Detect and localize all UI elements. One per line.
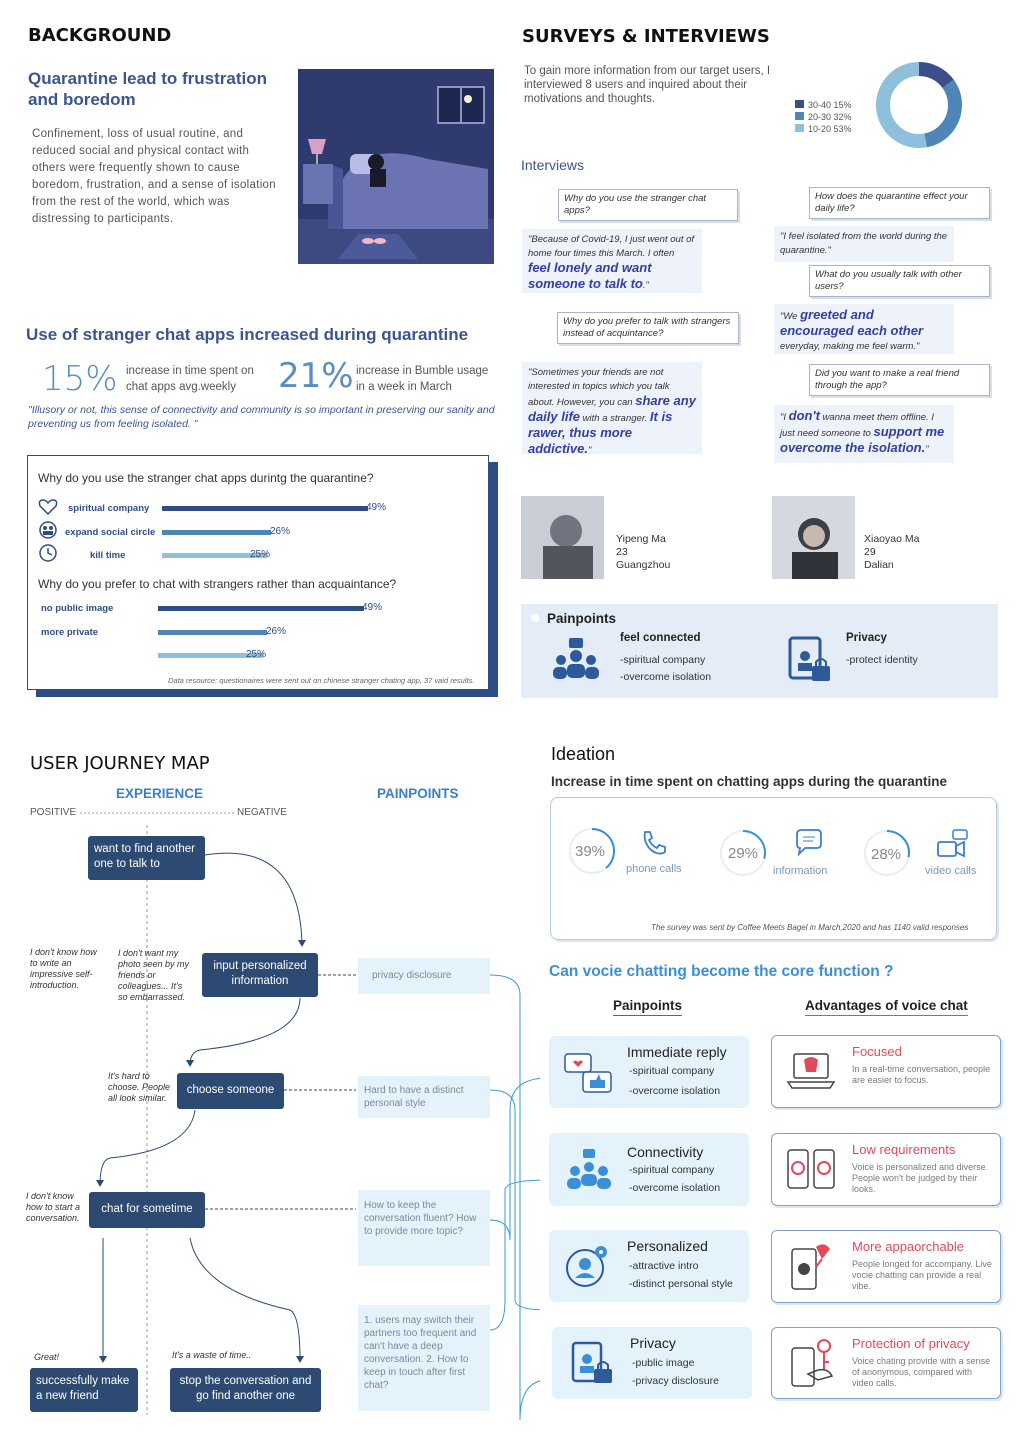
- adv-desc: Voice chating provide with a sense of anonymous, compared with video calls.: [852, 1356, 991, 1388]
- painpoints-heading: PAINPOINTS: [377, 786, 459, 801]
- legend-swatch: [795, 124, 804, 132]
- bedroom-illustration: [298, 69, 494, 264]
- background-heading: BACKGROUND: [28, 25, 172, 46]
- question-bubble: Why do you use the stranger chat apps?: [558, 189, 738, 221]
- q1-pct: 26%: [270, 526, 291, 537]
- card-line: -overcome isolation: [629, 1085, 721, 1097]
- question-bubble: What do you usually talk with other users?: [809, 265, 990, 297]
- heart-icon: [38, 498, 58, 516]
- adv-card-low-requirements: [771, 1133, 1001, 1206]
- donut-legend: [795, 100, 852, 136]
- two-phones-icon: [784, 1146, 838, 1194]
- ideation-stats-box: [550, 797, 997, 940]
- legend-swatch: [795, 100, 804, 108]
- pp-card-immediate-reply: [549, 1036, 749, 1108]
- legend-swatch: [795, 112, 804, 120]
- survey-box: [27, 455, 489, 690]
- journey-step: stop the conversation and go find another one: [170, 1368, 321, 1412]
- stat-pct: 39%: [575, 843, 606, 860]
- adv-desc: People longed for accompany. Live vocie chatting can provide a real vibe.: [852, 1259, 992, 1291]
- journey-note: Great!: [34, 1352, 60, 1362]
- card-line: -distinct personal style: [629, 1278, 733, 1290]
- chat-like-icon: [563, 1050, 615, 1098]
- person-1-info: Yipeng Ma 23 Guangzhou: [616, 533, 671, 571]
- clock-icon: [38, 544, 58, 562]
- legend-label: 10-20 53%: [808, 124, 852, 134]
- phone-key-icon: [788, 1336, 838, 1392]
- survey-source: Data resource: questionaires were sent out on chinese stranger chating app, 37 vaid results.: [168, 676, 475, 685]
- adv-desc: In a real-time conversation, people are easier to focus.: [852, 1064, 991, 1085]
- ideation-source: The survey was sent by Coffee Meets Bagel in March,2020 and has 1140 valid responses: [651, 923, 969, 932]
- community-icon: [547, 636, 605, 686]
- background-text: Confinement, loss of usual routine, and reduced social and physical contact with others were frequently shown to cause boredom, frustration, and a sense of isolation from the rest of the world, which was distressing to participants.: [32, 128, 276, 225]
- experience-heading: EXPERIENCE: [116, 786, 204, 801]
- question-bubble: Did you want to make a real friend through the app?: [809, 364, 990, 396]
- answer-bubble: "We greeted and encouraged each other everyday, making me feel warm.": [774, 304, 954, 354]
- negative-label: NEGATIVE: [237, 807, 287, 818]
- age-donut-chart: [874, 60, 964, 150]
- stat-label: information: [773, 865, 828, 877]
- painpoint-2-title: Privacy: [846, 632, 887, 644]
- journey-note: It's a waste of time..: [172, 1350, 252, 1360]
- q2-pct: 26%: [266, 626, 287, 637]
- q2-pct: 49%: [362, 602, 383, 613]
- answer-bubble: "Sometimes your friends are not interested in topics which you talk about. However, you can share any daily life with a stranger. It is rawer, thus more addictive.": [522, 362, 702, 454]
- stat-21-label: increase in Bumble usage in a week in March: [356, 365, 489, 393]
- journey-heading: USER JOURNEY MAP: [30, 753, 210, 774]
- card-title: Privacy: [630, 1335, 676, 1351]
- journey-step: choose someone: [177, 1073, 284, 1109]
- journey-step: chat for sometime: [89, 1192, 205, 1228]
- adv-desc: Voice is personalized and diverse. People won't be judged by their looks.: [852, 1162, 989, 1194]
- stat-pct: 29%: [728, 845, 759, 862]
- pp-card-privacy: [552, 1327, 752, 1399]
- painpoint-1-title: feel connected: [620, 632, 701, 644]
- q2-item-label: more private: [41, 627, 99, 638]
- question-bubble: Why do you prefer to talk with strangers instead of acquintance?: [557, 312, 739, 344]
- stat-pct: 28%: [871, 846, 902, 863]
- journey-painpoint: How to keep the conversation fluent? How to provide more topic?: [358, 1190, 490, 1266]
- bullet: [531, 614, 539, 622]
- identity-lock-icon: [570, 1341, 616, 1387]
- card-line: -privacy disclosure: [632, 1375, 719, 1387]
- video-call-icon: [935, 828, 969, 862]
- painpoints-box: [521, 604, 998, 698]
- question-bubble: How does the quarantine effect your daily life?: [809, 187, 990, 219]
- answer-bubble: "Because of Covid-19, I just went out of home four times this March. I often feel lonely and want someone to talk to.": [522, 229, 702, 293]
- q2-bar: [158, 630, 267, 635]
- card-line: -public image: [632, 1357, 695, 1369]
- card-title: Personalized: [627, 1238, 708, 1254]
- card-line: -spiritual company: [629, 1164, 715, 1176]
- stat-label: phone calls: [626, 863, 682, 875]
- journey-step: input personalized information: [202, 953, 318, 997]
- stat-label: video calls: [925, 865, 977, 877]
- painpoint-1-line: -overcome isolation: [620, 671, 712, 683]
- adv-title: More appaorchable: [852, 1239, 965, 1254]
- journey-step: want to find another one to talk to: [88, 836, 205, 880]
- avatar-yipeng: [521, 496, 604, 579]
- q2-pct: 25%: [246, 649, 267, 660]
- painpoint-2-line: -protect identity: [846, 654, 918, 666]
- adv-title: Low requirements: [852, 1142, 956, 1157]
- legend-label: 30-40 15%: [808, 100, 852, 110]
- q1-bar: [162, 506, 368, 511]
- journey-painpoint: 1. users may switch their partners too frequent and can't have a deep conversation. 2. How to keep in touch after first chat?: [358, 1305, 490, 1411]
- q1-item-label: kill time: [90, 550, 126, 561]
- journey-painpoint: Hard to have a distinct personal style: [358, 1076, 490, 1118]
- stat-21: 21%: [278, 356, 354, 396]
- group-icon: [38, 521, 58, 539]
- journey-note: I don't want my photo seen by my friends or colleagues... It's so embarrassed.: [118, 948, 190, 1002]
- card-line: -attractive intro: [629, 1260, 699, 1272]
- journey-painpoint: privacy disclosure: [358, 958, 490, 994]
- person-2-info: Xiaoyao Ma 29 Dalian: [864, 533, 920, 571]
- community-icon: [563, 1147, 615, 1193]
- journey-note: I don't know how to write an impressive self-introduction.: [30, 947, 97, 990]
- card-title: Immediate reply: [627, 1044, 727, 1060]
- legend-label: 20-30 32%: [808, 112, 852, 122]
- ideation-question: Can vocie chatting become the core function ?: [549, 963, 894, 980]
- col-advantages: Advantages of voice chat: [805, 998, 968, 1016]
- answer-bubble: "I don't wanna meet them offline. I just need someone to support me overcome the isolation.": [774, 405, 954, 463]
- answer-bubble: "I feel isolated from the world during the quarantine.": [774, 226, 954, 262]
- journey-note: It's hard to choose. People all look similar.: [108, 1071, 171, 1103]
- avatar-xiaoyao: [772, 496, 855, 579]
- adv-card-approachable: [771, 1230, 1001, 1303]
- identity-lock-icon: [786, 636, 834, 686]
- adv-card-privacy: [771, 1327, 1001, 1399]
- adv-card-focused: [771, 1035, 1001, 1108]
- journey-note: I don't know how to start a conversation.: [26, 1191, 81, 1223]
- usage-heading: Use of stranger chat apps increased during quarantine: [26, 325, 469, 344]
- adv-title: Focused: [852, 1044, 902, 1059]
- pp-card-personalized: [549, 1230, 749, 1302]
- background-subtitle: Quarantine lead to frustration and boredom: [28, 69, 267, 109]
- journey-step: successfully make a new friend: [30, 1368, 138, 1412]
- phone-icon: [639, 828, 669, 858]
- painpoint-1-line: -spiritual company: [620, 654, 706, 666]
- q1-bar: [162, 530, 271, 535]
- adv-title: Protection of privacy: [852, 1336, 970, 1351]
- ideation-subtitle: Increase in time spent on chatting apps during the quarantine: [551, 774, 948, 789]
- q1-pct: 49%: [366, 502, 387, 513]
- phone-heart-icon: [786, 1239, 836, 1295]
- q2-bar: [158, 606, 364, 611]
- q1-item-label: spiritual company: [68, 503, 150, 514]
- col-painpoints: Painpoints: [613, 998, 682, 1016]
- card-title: Connectivity: [627, 1144, 704, 1160]
- stat-15: 15%: [42, 359, 118, 399]
- survey-q1: Why do you use the stranger chat apps durintg the quarantine?: [38, 471, 374, 485]
- ideation-heading: Ideation: [551, 744, 616, 764]
- survey-q2: Why do you prefer to chat with strangers rather than acquaintance?: [38, 577, 397, 591]
- q1-pct: 25%: [250, 549, 271, 560]
- interviews-heading: Interviews: [521, 157, 585, 173]
- stat-15-label: increase in time spent on chat apps avg.weekly: [126, 365, 254, 393]
- q1-item-label: expand social circle: [65, 527, 156, 538]
- surveys-text: To gain more information from our target users, I interviewed 8 users and inquired about their motivations and thoughts.: [524, 65, 771, 105]
- q2-item-label: no public image: [41, 603, 114, 614]
- pp-card-connectivity: [549, 1133, 749, 1206]
- usage-quote: "Illusory or not, this sense of connectivity and community is so important in preserving our sanity and preventing us from feeling isolated. ": [28, 404, 495, 430]
- user-gear-icon: [563, 1242, 611, 1290]
- card-line: -overcome isolation: [629, 1182, 721, 1194]
- laptop-icon: [786, 1048, 836, 1096]
- positive-label: POSITIVE: [30, 807, 77, 818]
- surveys-heading: SURVEYS & INTERVIEWS: [522, 26, 770, 47]
- painpoints-title: Painpoints: [547, 611, 617, 626]
- card-line: -spiritual company: [629, 1065, 715, 1077]
- chat-bubble-icon: [793, 828, 825, 858]
